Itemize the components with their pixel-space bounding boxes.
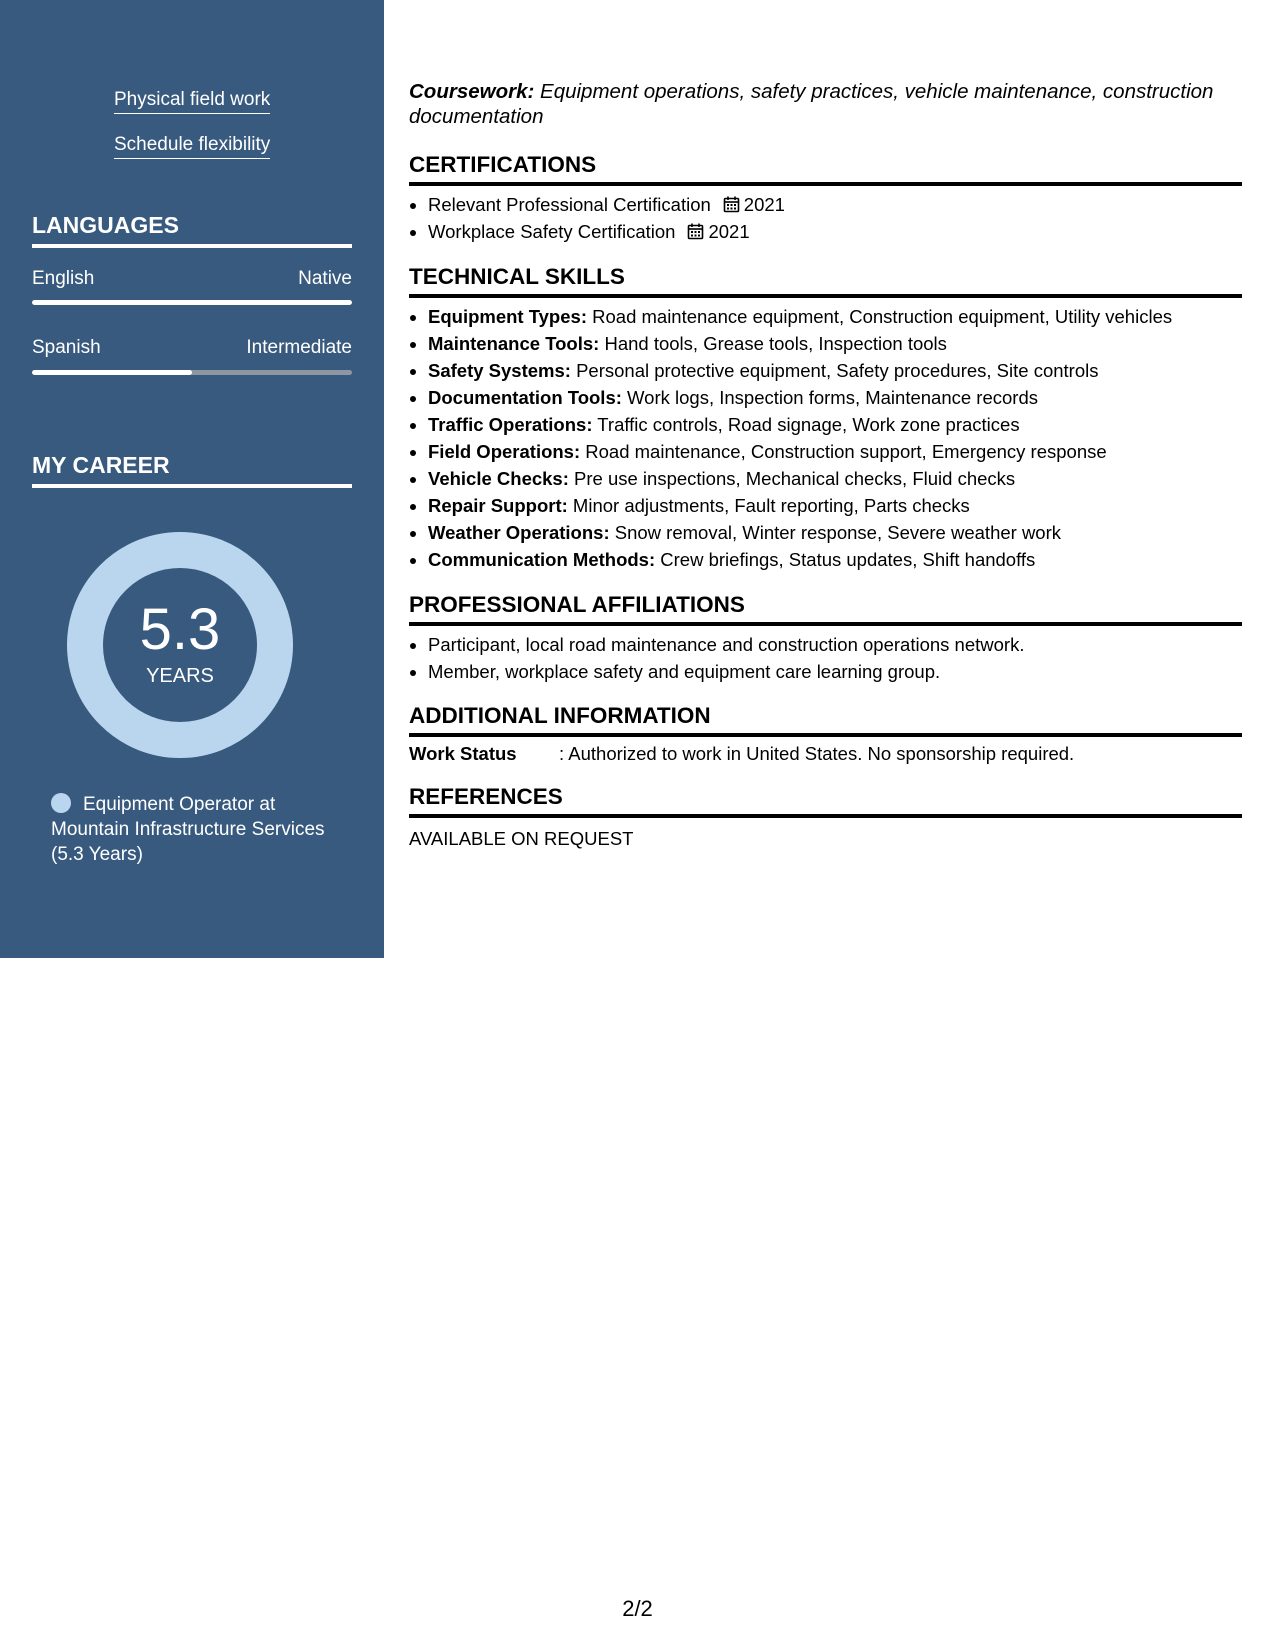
career-years-unit: YEARS (146, 665, 214, 687)
language-row-spanish (32, 337, 352, 359)
skill-item (428, 357, 1242, 384)
skill-value: Road maintenance, Construction support, Emergency response (585, 441, 1107, 462)
skill-value: Minor adjustments, Fault reporting, Parts checks (572, 495, 970, 516)
language-name: English (32, 268, 95, 289)
language-row-english (32, 268, 352, 290)
skill-item (428, 519, 1242, 546)
certifications-list (409, 191, 1242, 245)
skill-label: Repair Support: (428, 495, 568, 516)
calendar-icon (723, 196, 740, 213)
skill-label: Weather Operations: (428, 522, 610, 543)
skill-label: Traffic Operations: (428, 414, 593, 435)
language-bar-spanish (32, 370, 352, 375)
skill-label: Field Operations: (428, 441, 581, 462)
skill-label: Safety Systems: (428, 360, 571, 381)
skill-value: Personal protective equipment, Safety procedures, Site controls (576, 360, 1099, 381)
work-status-row (409, 743, 1074, 765)
career-item-text: Equipment Operator at Mountain Infrastructure Services (5.3 Years) (51, 794, 325, 865)
skill-value: Traffic controls, Road signage, Work zone practices (597, 414, 1020, 435)
language-level: Intermediate (246, 337, 352, 358)
career-item (51, 792, 351, 867)
skill-item (428, 546, 1242, 573)
language-name: Spanish (32, 337, 101, 358)
language-level: Native (298, 268, 352, 289)
certification-item (428, 218, 1242, 245)
references-text: AVAILABLE ON REQUEST (409, 828, 634, 849)
skill-item (428, 492, 1242, 519)
coursework (409, 79, 1229, 129)
preference-item: Schedule flexibility (114, 134, 270, 159)
skill-value: Snow removal, Winter response, Severe weather work (614, 522, 1062, 543)
preference-item: Physical field work (114, 89, 270, 114)
skill-value: Crew briefings, Status updates, Shift handoffs (660, 549, 1036, 570)
work-status-label: Work Status (409, 743, 517, 764)
skill-value: Road maintenance equipment, Construction equipment, Utility vehicles (592, 306, 1173, 327)
affiliation-item: • Member, workplace safety and equipment care learning group. (428, 658, 1242, 685)
skill-label: Vehicle Checks: (428, 468, 569, 489)
skill-value: Pre use inspections, Mechanical checks, Fluid checks (574, 468, 1016, 489)
certifications-heading: CERTIFICATIONS (409, 152, 1242, 186)
skill-value: Work logs, Inspection forms, Maintenance records (627, 387, 1038, 408)
work-status-value: : Authorized to work in United States. No sponsorship required. (559, 743, 1075, 764)
language-bar-fill (32, 300, 352, 305)
sidebar (0, 0, 384, 958)
language-bar-english (32, 300, 352, 305)
certification-year: 2021 (708, 221, 750, 242)
certification-item (428, 191, 1242, 218)
skill-item (428, 303, 1242, 330)
page-number: 2/2 (622, 1596, 653, 1621)
skill-label: Maintenance Tools: (428, 333, 600, 354)
certification-year: 2021 (743, 194, 785, 215)
skill-item (428, 384, 1242, 411)
skill-label: Documentation Tools: (428, 387, 622, 408)
skill-item (428, 438, 1242, 465)
coursework-label: Coursework: (409, 80, 535, 103)
skill-item (428, 465, 1242, 492)
career-heading: MY CAREER (32, 452, 352, 488)
certification-name: Workplace Safety Certification (428, 221, 676, 242)
career-years-value: 5.3 (139, 597, 221, 662)
skill-value: Hand tools, Grease tools, Inspection tools (604, 333, 947, 354)
career-dot-icon (51, 793, 71, 813)
references-heading: REFERENCES (409, 784, 1242, 818)
calendar-icon (687, 223, 704, 240)
additional-info-heading: ADDITIONAL INFORMATION (409, 703, 1242, 737)
certification-name: Relevant Professional Certification (428, 194, 711, 215)
affiliations-heading: PROFESSIONAL AFFILIATIONS (409, 592, 1242, 626)
technical-skills-list (409, 303, 1242, 573)
languages-heading: LANGUAGES (32, 212, 352, 248)
skill-item (428, 411, 1242, 438)
affiliation-item: • Participant, local road maintenance and construction operations network. (428, 631, 1242, 658)
language-bar-fill (32, 370, 192, 375)
skill-label: Equipment Types: (428, 306, 587, 327)
affiliations-list (409, 631, 1242, 685)
skill-item (428, 330, 1242, 357)
coursework-text: Equipment operations, safety practices, vehicle maintenance, construction documentation (409, 80, 1214, 128)
skill-label: Communication Methods: (428, 549, 656, 570)
technical-skills-heading: TECHNICAL SKILLS (409, 264, 1242, 298)
